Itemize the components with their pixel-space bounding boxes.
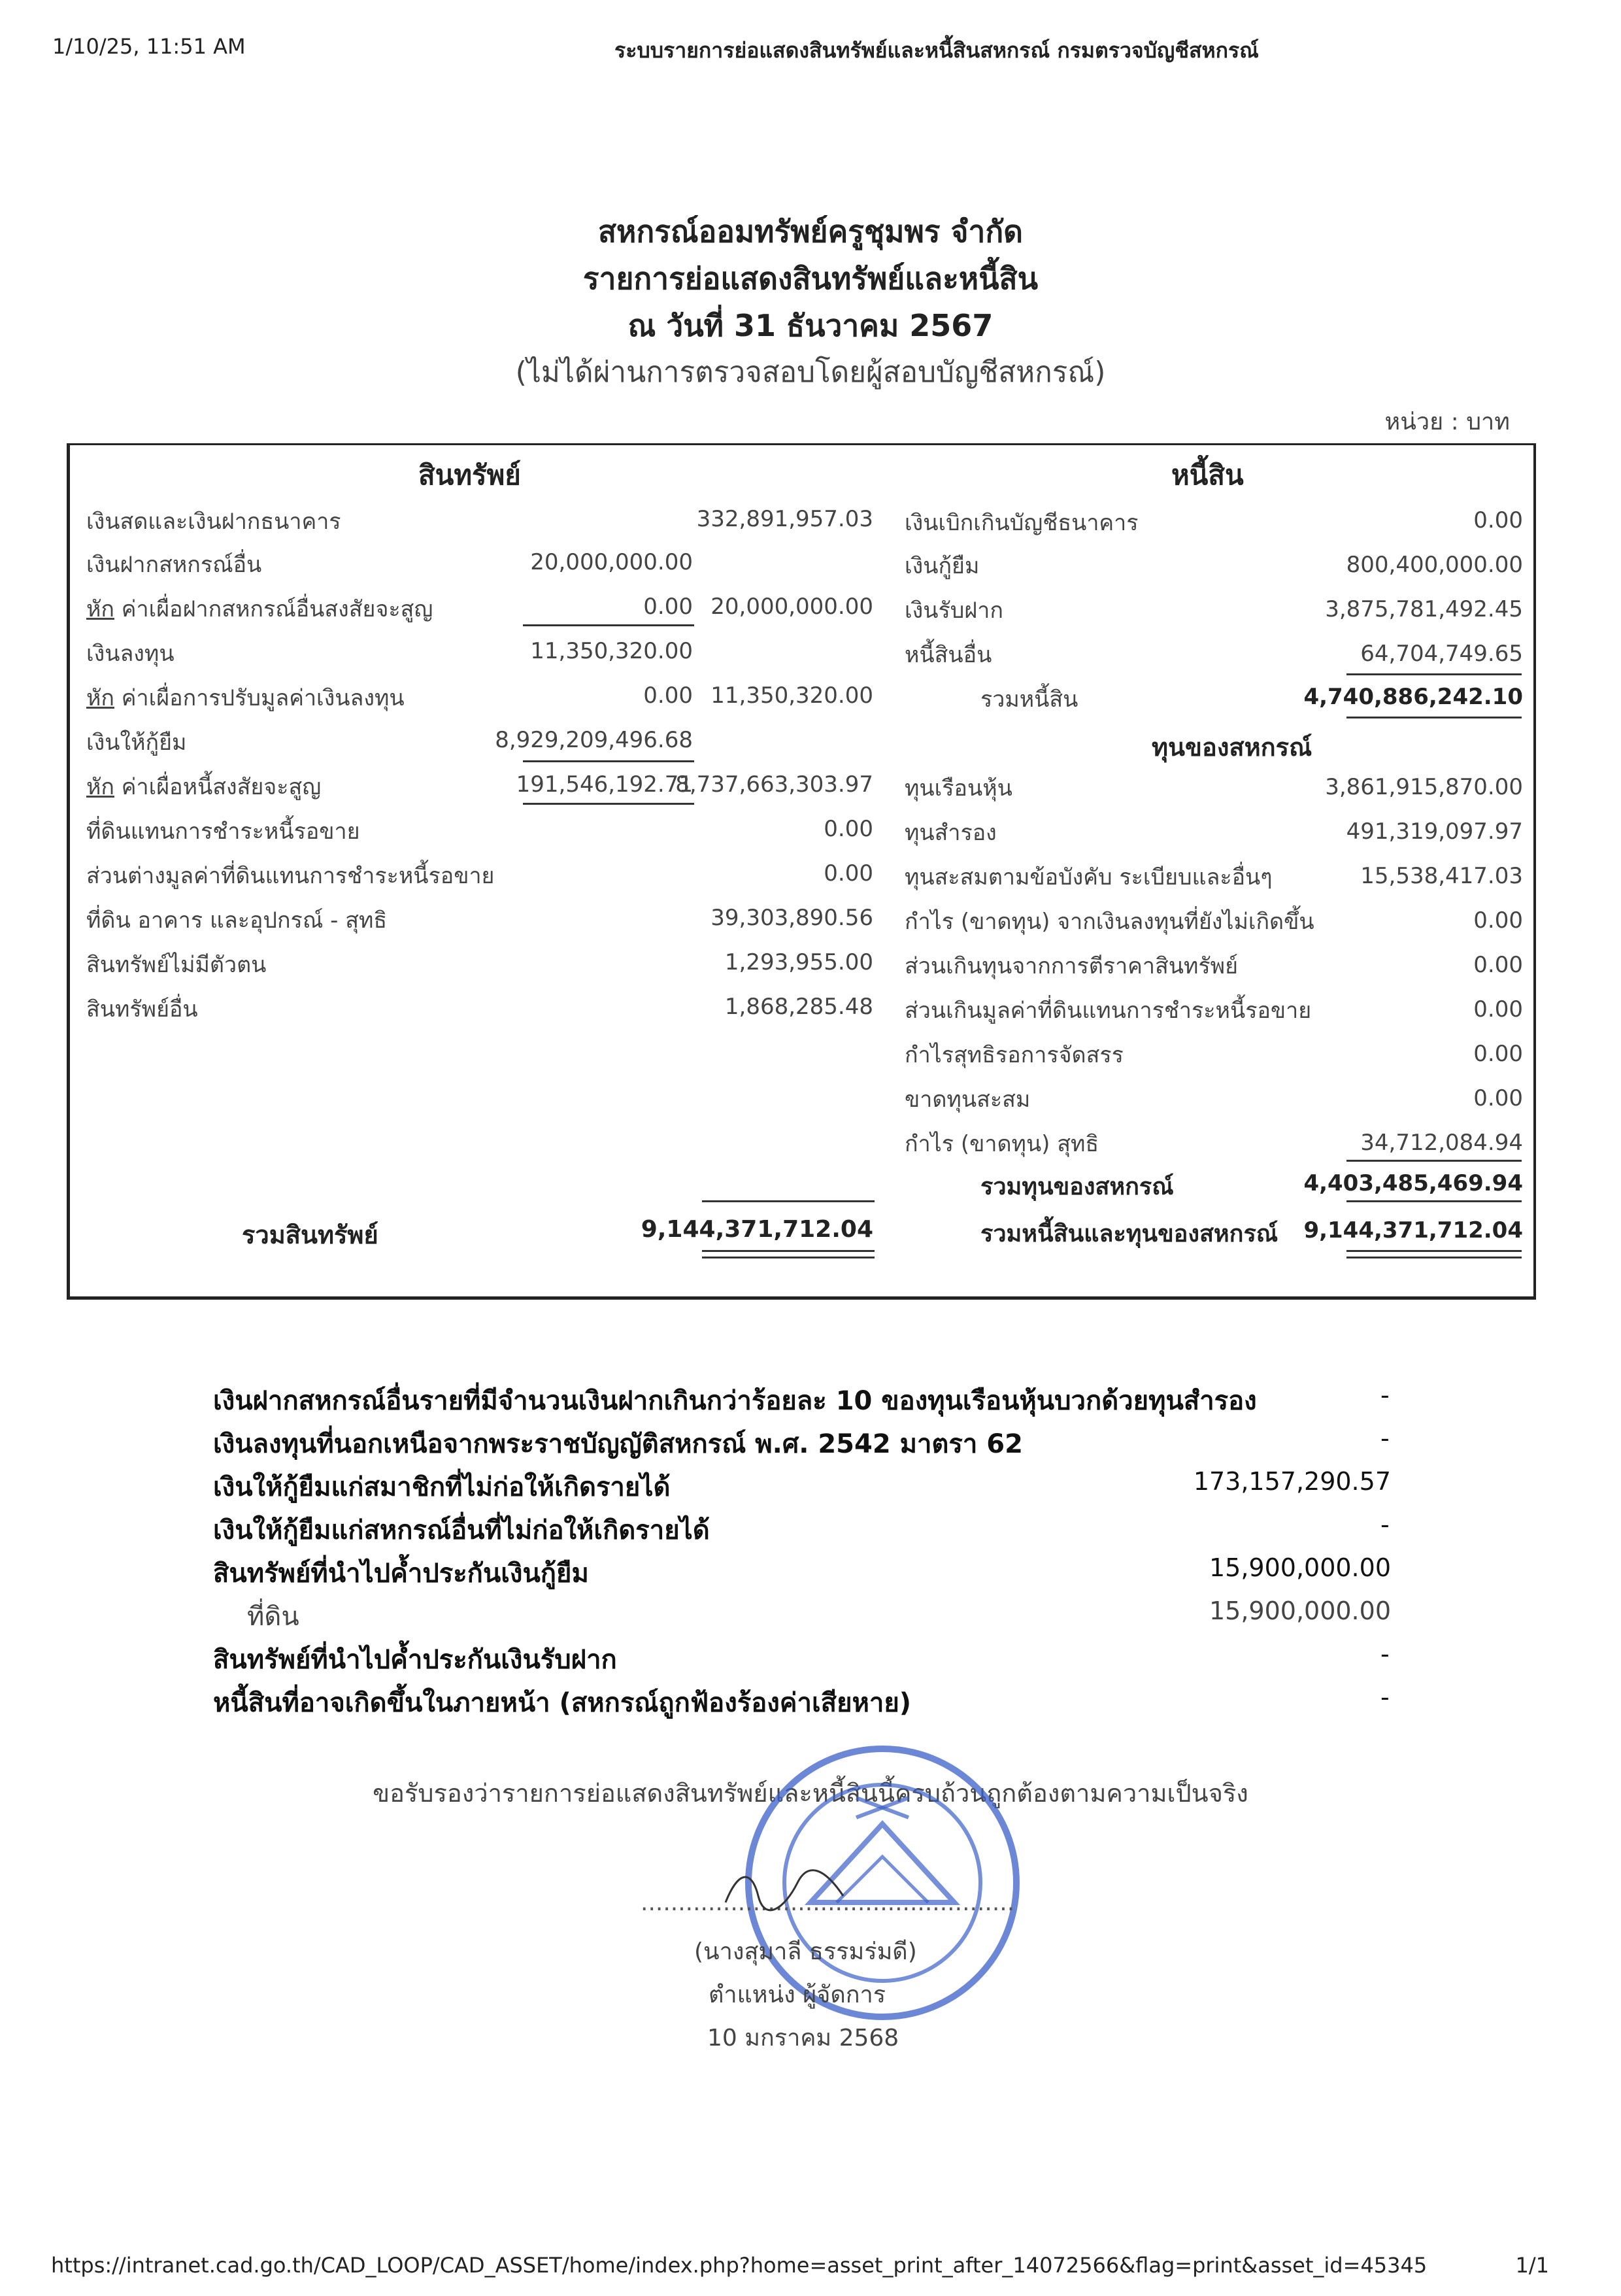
note-label: เงินลงทุนที่นอกเหนือจากพระราชบัญญัติสหกรณ์ พ.ศ. 2542 มาตรา 62	[213, 1429, 1023, 1459]
equity-row-value: 0.00	[1473, 1085, 1523, 1111]
signer-name: (นางสุมาลี ธรรมร่มดี)	[694, 1938, 917, 1965]
note-value: -	[1380, 1683, 1390, 1712]
signature-line: ..................................................	[641, 1889, 1015, 1916]
asset-row-label: ที่ดินแทนการชำระหนี้รอขาย	[86, 819, 360, 845]
asset-row-value: 11,350,320.00	[710, 683, 873, 709]
asset-row-label: สินทรัพย์ไม่มีตัวตน	[86, 952, 267, 978]
equity-row-label: กำไรสุทธิรอการจัดสรร	[905, 1042, 1124, 1068]
audit-note: (ไม่ได้ผ่านการตรวจสอบโดยผู้สอบบัญชีสหกรณ์)	[515, 356, 1106, 389]
note-value: 173,157,290.57	[1193, 1467, 1391, 1496]
note-label: หนี้สินที่อาจเกิดขึ้นในภายหน้า (สหกรณ์ถูกฟ้องร้องค่าเสียหาย)	[213, 1688, 912, 1718]
liability-row-value: 800,400,000.00	[1346, 552, 1523, 578]
org-name: สหกรณ์ออมทรัพย์ครูชุมพร จำกัด	[597, 214, 1024, 249]
asset-row-value: 0.00	[824, 860, 873, 886]
equity-row-label: ขาดทุนสะสม	[905, 1087, 1031, 1113]
asset-row-label: ส่วนต่างมูลค่าที่ดินแทนการชำระหนี้รอขาย	[86, 863, 495, 889]
report-date: ณ วันที่ 31 ธันวาคม 2567	[627, 308, 994, 343]
total-line	[702, 1200, 875, 1202]
equity-row-label: ทุนสะสมตามข้อบังคับ ระเบียบและอื่นๆ	[905, 864, 1273, 890]
equity-row-value: 0.00	[1473, 1041, 1523, 1067]
total-line	[1346, 1200, 1522, 1202]
equity-row-value: 34,712,084.94	[1360, 1130, 1523, 1156]
total-assets-value: 9,144,371,712.04	[641, 1216, 873, 1243]
total-liabilities-label: รวมหนี้สิน	[980, 686, 1078, 713]
asset-row-value: 1,868,285.48	[724, 994, 873, 1020]
liability-row-label: เงินกู้ยืม	[905, 553, 980, 579]
liability-row-value: 64,704,749.65	[1360, 641, 1523, 667]
asset-row-label: เงินให้กู้ยืม	[86, 730, 187, 756]
asset-row-value: 332,891,957.03	[696, 506, 873, 532]
asset-row-subvalue: 0.00	[643, 594, 693, 620]
page-url: https://intranet.cad.go.th/CAD_LOOP/CAD_ASSET/home/index.php?home=asset_print_after_14072566&flag=print&asset_id=45345	[51, 2253, 1428, 2278]
total-assets-label: รวมสินทรัพย์	[242, 1221, 378, 1249]
asset-row-subvalue: 20,000,000.00	[530, 549, 693, 575]
equity-heading: ทุนของสหกรณ์	[1152, 733, 1312, 762]
asset-row-label: เงินฝากสหกรณ์อื่น	[86, 552, 262, 578]
double-underline	[1346, 1257, 1522, 1258]
note-value: 15,900,000.00	[1209, 1553, 1391, 1582]
note-value: -	[1380, 1424, 1390, 1453]
asset-row-subvalue: 191,546,192.71	[516, 771, 693, 798]
double-underline	[702, 1257, 875, 1258]
asset-row-label	[86, 769, 321, 804]
certification-statement: ขอรับรองว่ารายการย่อแสดงสินทรัพย์และหนี้สินนี้ครบถ้วนถูกต้องตามความเป็นจริง	[373, 1779, 1248, 1808]
asset-row-label: เงินลงทุน	[86, 641, 175, 667]
note-label: สินทรัพย์ที่นำไปค้ำประกันเงินกู้ยืม	[213, 1559, 589, 1589]
subtotal-line	[1346, 1160, 1522, 1162]
total-equity-value: 4,403,485,469.94	[1303, 1170, 1523, 1196]
equity-row-label: ส่วนเกินทุนจากการตีราคาสินทรัพย์	[905, 953, 1238, 979]
liability-row-value: 0.00	[1473, 507, 1523, 533]
equity-row-value: 491,319,097.97	[1346, 819, 1523, 845]
equity-row-value: 15,538,417.03	[1360, 863, 1523, 889]
asset-row-subvalue: 8,929,209,496.68	[495, 727, 693, 753]
total-equity-label: รวมทุนของสหกรณ์	[980, 1173, 1174, 1200]
deduct-prefix: หัก	[86, 774, 114, 800]
liabilities-heading: หนี้สิน	[1171, 459, 1244, 491]
signed-date: 10 มกราคม 2568	[707, 2025, 899, 2051]
subtotal-line	[523, 803, 694, 805]
subtotal-line	[523, 624, 694, 626]
currency-unit: หน่วย : บาท	[1384, 409, 1510, 435]
note-value: 15,900,000.00	[1209, 1596, 1391, 1625]
liability-row-label: เงินเบิกเกินบัญชีธนาคาร	[905, 510, 1139, 536]
double-underline	[1346, 1250, 1522, 1252]
page-number: 1/1	[1515, 2253, 1549, 2278]
equity-row-label: ทุนเรือนหุ้น	[905, 775, 1012, 802]
equity-row-label: กำไร (ขาดทุน) สุทธิ	[905, 1131, 1099, 1157]
note-label: เงินให้กู้ยืมแก่สหกรณ์อื่นที่ไม่ก่อให้เกิดรายได้	[213, 1515, 710, 1545]
grand-total-value: 9,144,371,712.04	[1303, 1217, 1523, 1243]
signer-position: ตำแหน่ง ผู้จัดการ	[709, 1982, 886, 2008]
equity-row-label: ส่วนเกินมูลค่าที่ดินแทนการชำระหนี้รอขาย	[905, 998, 1312, 1024]
asset-row-label-text: ค่าเผื่อการปรับมูลค่าเงินลงทุน	[114, 685, 405, 711]
print-timestamp: 1/10/25, 11:51 AM	[52, 34, 246, 59]
assets-heading: สินทรัพย์	[418, 459, 521, 491]
handwritten-signature-icon	[719, 1863, 850, 1916]
asset-row-value: 8,737,663,303.97	[675, 771, 873, 798]
asset-row-label-text: ค่าเผื่อหนี้สงสัยจะสูญ	[114, 774, 322, 800]
grand-total-label: รวมหนี้สินและทุนของสหกรณ์	[980, 1221, 1278, 1247]
note-value: -	[1380, 1381, 1390, 1410]
deduct-prefix: หัก	[86, 685, 114, 711]
note-value: -	[1380, 1510, 1390, 1539]
liability-row-value: 3,875,781,492.45	[1325, 596, 1523, 622]
asset-row-label-text: ค่าเผื่อฝากสหกรณ์อื่นสงสัยจะสูญ	[114, 596, 433, 622]
note-value: -	[1380, 1640, 1390, 1668]
note-label: ที่ดิน	[247, 1602, 299, 1632]
liability-row-label: เงินรับฝาก	[905, 598, 1003, 624]
asset-row-label	[86, 591, 433, 626]
note-label: เงินให้กู้ยืมแก่สมาชิกที่ไม่ก่อให้เกิดรายได้	[213, 1472, 671, 1502]
asset-row-value: 39,303,890.56	[710, 905, 873, 931]
report-title: รายการย่อแสดงสินทรัพย์และหนี้สิน	[582, 261, 1039, 296]
note-label: เงินฝากสหกรณ์อื่นรายที่มีจำนวนเงินฝากเกินกว่าร้อยละ 10 ของทุนเรือนหุ้นบวกด้วยทุนสำรอง	[213, 1386, 1257, 1416]
equity-row-label: กำไร (ขาดทุน) จากเงินลงทุนที่ยังไม่เกิดขึ้น	[905, 909, 1314, 935]
asset-row-subvalue: 0.00	[643, 683, 693, 709]
deduct-prefix: หัก	[86, 596, 114, 622]
equity-row-label: ทุนสำรอง	[905, 820, 997, 846]
equity-row-value: 3,861,915,870.00	[1325, 774, 1523, 800]
liability-row-label: หนี้สินอื่น	[905, 642, 992, 668]
subtotal-line	[523, 760, 694, 762]
total-line	[1346, 717, 1522, 718]
equity-row-value: 0.00	[1473, 952, 1523, 978]
equity-row-value: 0.00	[1473, 996, 1523, 1022]
asset-row-label: สินทรัพย์อื่น	[86, 996, 198, 1022]
system-title: ระบบรายการย่อแสดงสินทรัพย์และหนี้สินสหกรณ์ กรมตรวจบัญชีสหกรณ์	[614, 38, 1259, 63]
asset-row-label: เงินสดและเงินฝากธนาคาร	[86, 509, 341, 535]
asset-row-subvalue: 11,350,320.00	[530, 638, 693, 664]
asset-row-value: 0.00	[824, 816, 873, 842]
note-label: สินทรัพย์ที่นำไปค้ำประกันเงินรับฝาก	[213, 1645, 617, 1675]
asset-row-value: 1,293,955.00	[724, 949, 873, 975]
asset-row-label: ที่ดิน อาคาร และอุปกรณ์ - สุทธิ	[86, 907, 388, 934]
asset-row-label	[86, 680, 405, 715]
double-underline	[702, 1250, 875, 1252]
total-liabilities-value: 4,740,886,242.10	[1303, 684, 1523, 710]
subtotal-line	[1346, 673, 1522, 675]
equity-row-value: 0.00	[1473, 907, 1523, 934]
asset-row-value: 20,000,000.00	[710, 594, 873, 620]
